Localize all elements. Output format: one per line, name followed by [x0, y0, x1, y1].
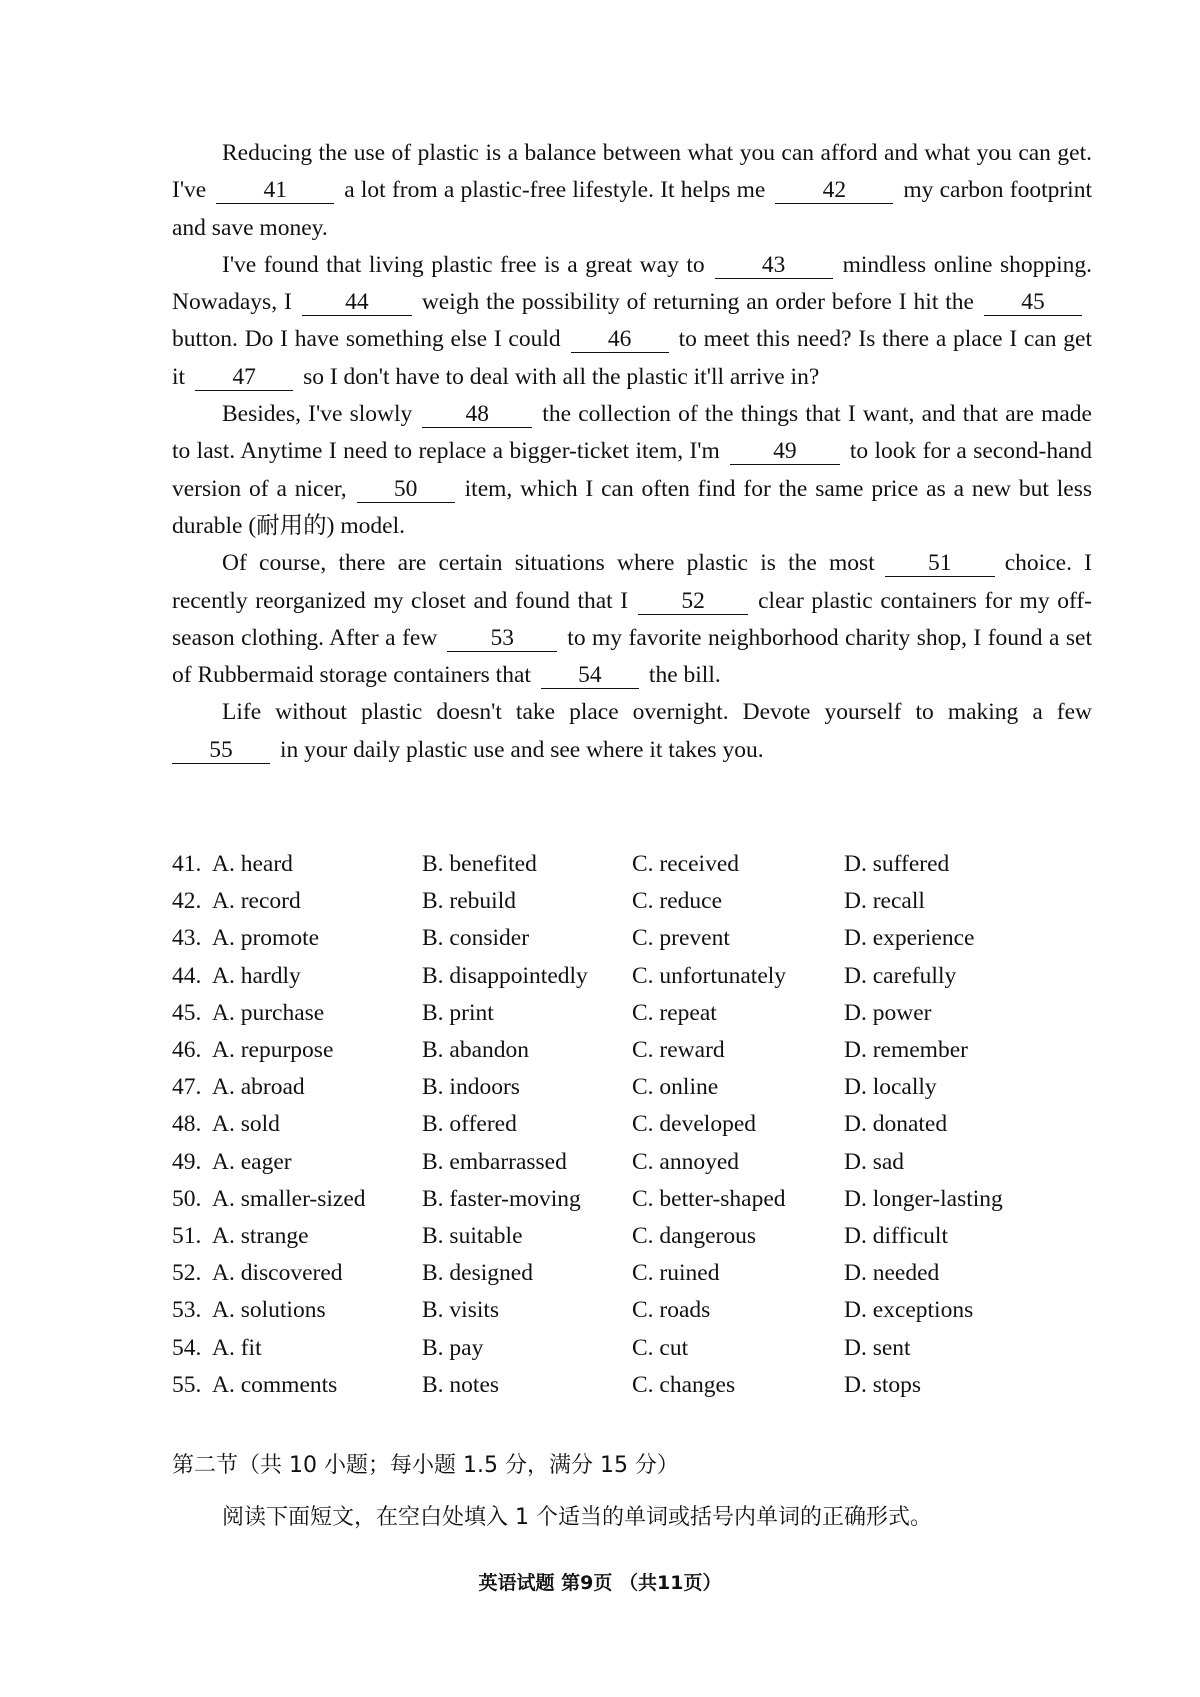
option-a: A. heard — [212, 851, 293, 878]
option-row — [172, 1032, 1102, 1069]
option-c: C. unfortunately — [632, 962, 787, 989]
question-number: 46. — [172, 1037, 202, 1064]
passage-text: Life without plastic doesn't take place overnight. Devote yourself to making a few — [222, 699, 1092, 726]
option-b: B. abandon — [422, 1037, 530, 1064]
passage-text: Reducing the use of plastic is a balance between what you can afford and what you can get. I've — [172, 140, 1092, 204]
option-d: D. longer-lasting — [844, 1185, 1003, 1212]
option-row — [172, 1292, 1102, 1329]
option-row — [172, 958, 1102, 995]
option-a: A. solutions — [212, 1297, 326, 1324]
option-d: D. locally — [844, 1074, 937, 1101]
option-row — [172, 920, 1102, 957]
blank-48: 48 — [422, 401, 532, 428]
option-c: C. dangerous — [632, 1222, 757, 1249]
passage-text: button. Do I have something else I could — [172, 326, 561, 353]
option-c: C. annoyed — [632, 1148, 740, 1175]
passage-text: Besides, I've slowly — [222, 401, 413, 428]
option-d: D. remember — [844, 1037, 968, 1064]
option-b: B. disappointedly — [422, 962, 588, 989]
option-b: B. indoors — [422, 1074, 520, 1101]
option-a: A. eager — [212, 1148, 292, 1175]
option-d: D. sad — [844, 1148, 905, 1175]
option-d: D. power — [844, 999, 932, 1026]
blank-46: 46 — [571, 326, 669, 353]
blank-42: 42 — [775, 177, 893, 204]
option-c: C. prevent — [632, 925, 730, 952]
option-a: A. strange — [212, 1222, 309, 1249]
paragraph-4 — [172, 545, 1092, 694]
blank-44: 44 — [302, 289, 412, 316]
option-row — [172, 846, 1102, 883]
option-a: A. promote — [212, 925, 320, 952]
passage-text: so I don't have to deal with all the plastic it'll arrive in? — [303, 363, 820, 390]
passage-text: clear plastic containers for my off-season clothing. After a few — [172, 587, 1092, 651]
question-number: 44. — [172, 962, 202, 989]
blank-45: 45 — [984, 289, 1082, 316]
blank-53: 53 — [447, 625, 557, 652]
blank-50: 50 — [357, 476, 455, 503]
question-number: 45. — [172, 999, 202, 1026]
option-row — [172, 1218, 1102, 1255]
option-b: B. consider — [422, 925, 530, 952]
option-d: D. carefully — [844, 962, 957, 989]
option-c: C. better-shaped — [632, 1185, 786, 1212]
question-number: 42. — [172, 888, 202, 915]
option-a: A. comments — [212, 1371, 338, 1398]
question-number: 53. — [172, 1297, 202, 1324]
option-a: A. record — [212, 888, 301, 915]
blank-49: 49 — [730, 438, 840, 465]
question-number: 48. — [172, 1111, 202, 1138]
passage-text: I've found that living plastic free is a great way to — [222, 251, 705, 278]
section-instruction: 阅读下面短文，在空白处填入 1 个适当的单词或括号内单词的正确形式。 — [222, 1505, 932, 1530]
option-row — [172, 883, 1102, 920]
option-b: B. print — [422, 999, 494, 1026]
option-d: D. stops — [844, 1371, 922, 1398]
option-a: A. discovered — [212, 1260, 343, 1287]
answer-options — [172, 846, 1102, 1404]
passage-text: my carbon footprint and save money. — [172, 177, 1092, 241]
passage-text: Of course, there are certain situations where plastic is the most — [222, 550, 875, 577]
option-d: D. sent — [844, 1334, 911, 1361]
option-b: B. notes — [422, 1371, 500, 1398]
option-row — [172, 1106, 1102, 1143]
option-b: B. visits — [422, 1297, 500, 1324]
option-b: B. faster-moving — [422, 1185, 581, 1212]
question-number: 50. — [172, 1185, 202, 1212]
option-c: C. cut — [632, 1334, 689, 1361]
option-d: D. difficult — [844, 1222, 948, 1249]
passage-text: to meet this need? Is there a place I can get it — [172, 326, 1092, 390]
option-c: C. ruined — [632, 1260, 720, 1287]
blank-54: 54 — [541, 662, 639, 689]
paragraph-5 — [172, 694, 1092, 769]
blank-55: 55 — [172, 737, 270, 764]
page-footer: 英语试题 第9页 （共11页） — [478, 1572, 722, 1594]
question-number: 43. — [172, 925, 202, 952]
option-c: C. received — [632, 851, 740, 878]
option-b: B. benefited — [422, 851, 537, 878]
option-d: D. suffered — [844, 851, 950, 878]
passage-text: a lot from a plastic-free lifestyle. It helps me — [344, 177, 766, 204]
blank-51: 51 — [885, 550, 995, 577]
option-row — [172, 1069, 1102, 1106]
option-c: C. changes — [632, 1371, 736, 1398]
option-b: B. designed — [422, 1260, 533, 1287]
passage-text: to my favorite neighborhood charity shop, I found a set of Rubbermaid storage containers that — [172, 624, 1092, 689]
option-a: A. sold — [212, 1111, 280, 1138]
option-a: A. hardly — [212, 962, 301, 989]
blank-47: 47 — [195, 364, 293, 391]
cloze-passage — [172, 135, 1092, 769]
option-row — [172, 1255, 1102, 1292]
option-b: B. offered — [422, 1111, 517, 1138]
option-a: A. abroad — [212, 1074, 305, 1101]
question-number: 47. — [172, 1074, 202, 1101]
paragraph-2 — [172, 247, 1092, 396]
question-number: 55. — [172, 1371, 202, 1398]
option-c: C. repeat — [632, 999, 717, 1026]
passage-text: in your daily plastic use and see where it takes you. — [280, 736, 764, 763]
option-c: C. reduce — [632, 888, 723, 915]
question-number: 49. — [172, 1148, 202, 1175]
option-b: B. pay — [422, 1334, 484, 1361]
passage-text: choice. I recently reorganized my closet and found that I — [172, 550, 1092, 614]
option-c: C. roads — [632, 1297, 711, 1324]
option-row — [172, 1329, 1102, 1366]
option-row — [172, 1181, 1102, 1218]
option-b: B. suitable — [422, 1222, 523, 1249]
option-d: D. exceptions — [844, 1297, 974, 1324]
option-c: C. reward — [632, 1037, 725, 1064]
section-heading: 第二节（共 10 小题；每小题 1.5 分，满分 15 分） — [172, 1453, 679, 1478]
question-number: 51. — [172, 1222, 202, 1249]
option-c: C. developed — [632, 1111, 756, 1138]
option-row — [172, 1144, 1102, 1181]
passage-text: the collection of the things that I want, and that are made to last. Anytime I need to replace a bigger-ticket item, I'm — [172, 401, 1092, 465]
question-number: 54. — [172, 1334, 202, 1361]
option-a: A. smaller-sized — [212, 1185, 366, 1212]
blank-43: 43 — [715, 252, 833, 279]
option-d: D. experience — [844, 925, 975, 952]
option-c: C. online — [632, 1074, 719, 1101]
option-a: A. fit — [212, 1334, 262, 1361]
paragraph-1 — [172, 135, 1092, 247]
passage-text: mindless online shopping. Nowadays, I — [172, 251, 1092, 316]
blank-52: 52 — [638, 588, 748, 615]
option-a: A. purchase — [212, 999, 325, 1026]
passage-text: to look for a second-hand version of a nicer, — [172, 438, 1092, 502]
option-b: B. embarrassed — [422, 1148, 567, 1175]
blank-41: 41 — [216, 177, 334, 204]
question-number: 52. — [172, 1260, 202, 1287]
question-number: 41. — [172, 851, 202, 878]
passage-text: the bill. — [648, 662, 721, 689]
option-row — [172, 1367, 1102, 1404]
passage-text: item, which I can often find for the same price as a new but less durable (耐用的) model. — [172, 475, 1092, 539]
option-d: D. recall — [844, 888, 925, 915]
paragraph-3 — [172, 396, 1092, 545]
option-d: D. donated — [844, 1111, 948, 1138]
option-a: A. repurpose — [212, 1037, 334, 1064]
option-d: D. needed — [844, 1260, 940, 1287]
passage-text: weigh the possibility of returning an order before I hit the — [421, 289, 974, 316]
option-b: B. rebuild — [422, 888, 516, 915]
option-row — [172, 995, 1102, 1032]
